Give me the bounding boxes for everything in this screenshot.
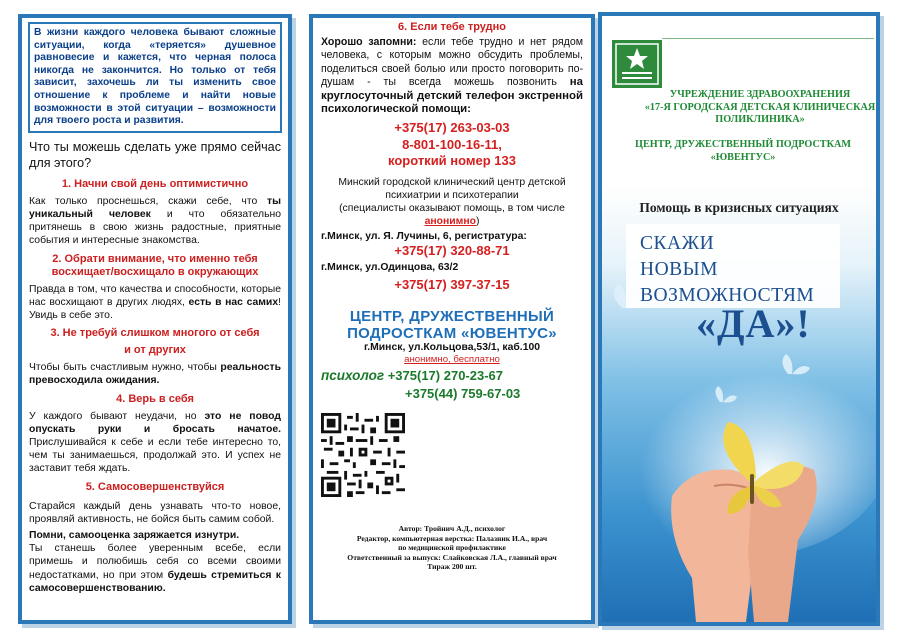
psychologist-phone-2[interactable]: +375(44) 759-67-03 [405,385,521,401]
slogan-line-2: НОВЫМ [640,259,719,280]
clinic-phone-1[interactable]: +375(17) 320-88-71 [394,242,510,258]
intro-text: В жизни каждого человека бывают сложные ситуации, когда «теряется» душевное равновесие и кажется, что черная полоса никогда не закончится. Но только от тебя зависит, захочешь ли ты изменить свое отношение к проблеме и найти новые возможности в этой ситуации – возможности для твоего роста и развития. [28,22,282,133]
question: Что ты можешь сделать уже прямо сейчас для этого? [29,139,281,170]
clinic-name: Минский городской клинический центр детской психиатрии и психотерапии [338,176,566,201]
clinic-address-2: г.Минск, ул.Одинцова, 63/2 [321,262,459,274]
selfesteem-text: Ты станешь более уверенным всебе, если примешь и полюбишь себя со всеми своими недостатками, но при этом будешь стремиться к самосовершенствованию. [29,543,281,594]
slogan-line-3: ВОЗМОЖНОСТЯМ [640,285,815,306]
tip2-heading: 2. Обрати внимание, что именно тебя восхищает/восхищало в окружающих [51,252,259,278]
tip6-heading: 6. Если тебе трудно [398,21,506,33]
slogan-line-1: СКАЖИ [640,233,715,254]
credits: Автор: Тройнич А.Д., психолог Редактор, компьютерная верстка: Палазник И.А., врач по медицинской профилактике Ответственный за выпуск: Слайковская Л.А., главный врач Тираж 200 шт. [347,523,557,572]
right-panel [598,12,880,626]
helpline-short-number[interactable]: короткий номер 133 [387,153,516,169]
institution-department: ЦЕНТР, ДРУЖЕСТВЕННЫЙ ПОДРОСТКАМ «ЮВЕНТУС» [635,139,851,163]
juventus-anonymous: анонимно, бесплатно [404,353,500,365]
tip2-text: Правда в том, что качества и способности, которые нас восхищают в других людях, есть в нас самих! Увидь в себе это. [29,283,281,321]
helpline-text: Хорошо запомни: если тебе трудно и нет рядом человека, с которым можно обсудить проблемы, поделиться своей болью или просто поговорить по-душам - ты всегда можешь позвонить на круглосуточный детский телефон экстренной психологической помощи: [321,36,583,116]
tip5-text: Старайся каждый день узнавать что-то новое, проявляй активность, не бойся быть самим собой. [29,500,281,525]
tip5-heading: 5. Самосовершенствуйся [85,480,225,493]
tip1-heading: 1. Начни свой день оптимистично [61,177,249,190]
left-panel [18,14,292,624]
crisis-help-title: Помощь в кризисных ситуациях [639,200,839,215]
selfesteem-heading: Помни, самооценка заряжается изнутри. [29,530,240,541]
institution-name: УЧРЕЖДЕНИЕ ЗДРАВООХРАНЕНИЯ «17-Я ГОРОДСКАЯ ДЕТСКАЯ КЛИНИЧЕСКАЯ ПОЛИКЛИНИКА» [644,89,876,126]
tip3-text: Чтобы быть счастливым нужно, чтобы реальность превосходила ожидания. [29,362,281,387]
hero-image [602,186,876,622]
tip4-text: У каждого бывают неудачи, но это не повод опускать руки и бросать начатое. Прислушивайся к себе и если тебе интересно то, чем ты занимаешься, продолжай это. И успех не заставит тебя ждать. [29,410,281,475]
psychologist-phone-1[interactable]: психолог +375(17) 270-23-67 [321,367,503,383]
qr-code-icon[interactable] [321,413,405,497]
clinic-note: (специалисты оказывают помощь, в том числе анонимно) [339,202,565,227]
clinic-phone-2[interactable]: +375(17) 397-37-15 [394,277,510,293]
helpline-phone-2[interactable]: 8-801-100-16-11, [402,136,502,152]
slogan-yes: «ДА»! [696,301,811,346]
tip3-heading-cont: и от других [124,344,186,357]
tip4-heading: 4. Верь в себя [116,392,194,405]
helpline-phone-1[interactable]: +375(17) 263-03-03 [394,120,510,136]
logo-rule [662,38,874,90]
clinic-logo-icon [612,40,662,88]
juventus-address: г.Минск, ул.Кольцова,53/1, каб.100 [363,341,541,353]
juventus-title: ЦЕНТР, ДРУЖЕСТВЕННЫЙ ПОДРОСТКАМ «ЮВЕНТУС» [347,307,557,342]
middle-panel [309,14,595,624]
tip1-text: Как только проснешься, скажи себе, что ты уникальный человек и что обязательно притянешь в свою жизнь радостные, приятные события и интересные знакомства. [29,195,281,247]
clinic-address-1: г.Минск, ул. Я. Лучины, 6, регистратура: [321,230,527,242]
tip3-heading: 3. Не требуй слишком многого от себя [50,327,260,340]
